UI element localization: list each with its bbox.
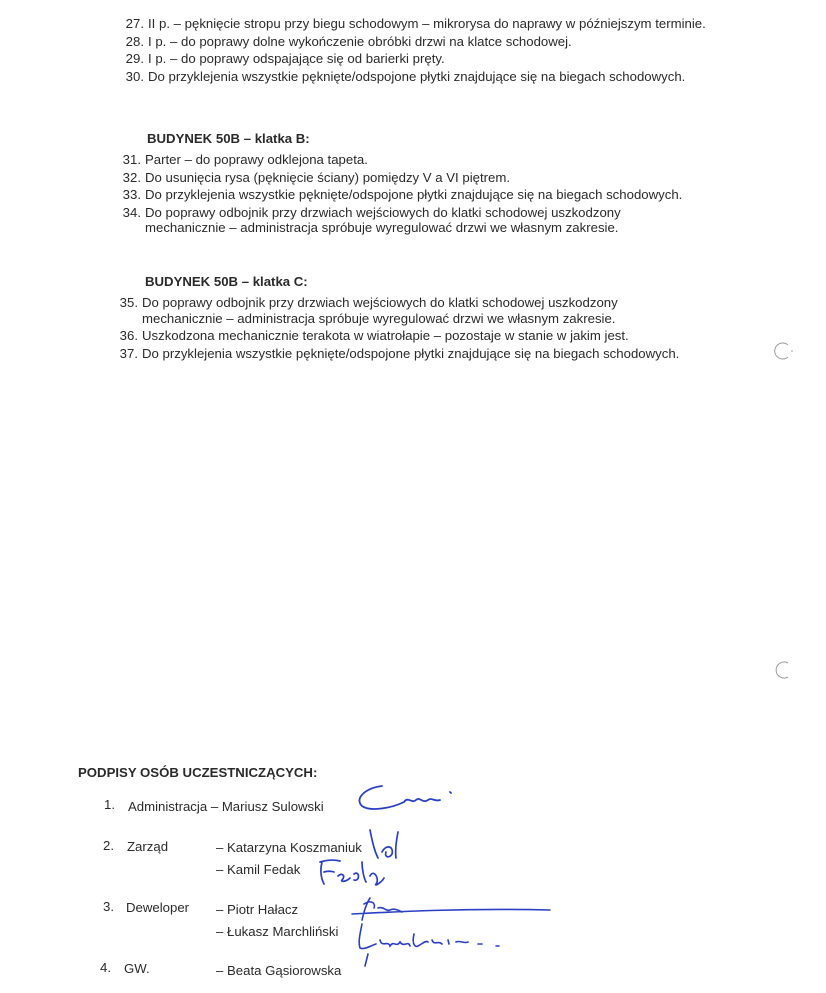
item-number: 30. <box>125 68 144 84</box>
defect-list-a <box>118 16 718 84</box>
handwritten-signature-marchlinski <box>348 918 508 968</box>
item-number: 34. <box>122 204 141 220</box>
item-text: II p. – pęknięcie stropu przy biegu schodowym – mikrorysa do naprawy w późniejszym terminie. <box>148 16 706 31</box>
list-item <box>112 295 687 326</box>
defect-list-b <box>115 152 715 236</box>
item-number: 36. <box>119 328 138 343</box>
item-text: Do przyklejenia wszystkie pęknięte/odspojone płytki znajdujące się na biegach schodowych. <box>142 345 680 361</box>
item-number: 29. <box>125 51 144 66</box>
item-text: Do poprawy odbojnik przy drzwiach wejściowych do klatki schodowej uszkodzony mechanicznie – administracja spróbuje wyregulować drzwi we własnym zakresie. <box>142 295 618 326</box>
item-number: 27. <box>125 16 144 31</box>
item-number: 37. <box>119 345 138 361</box>
item-number: 35. <box>119 295 138 310</box>
list-item <box>115 170 715 186</box>
signature-entry-role: Deweloper <box>126 900 190 915</box>
item-text: Uszkodzona mechanicznie terakota w wiatrołapie – pozostaje w stanie w jakim jest. <box>142 328 629 343</box>
signature-entry-number: 1. <box>104 797 115 812</box>
item-number: 28. <box>125 33 144 49</box>
item-text: Do poprawy odbojnik przy drzwiach wejściowych do klatki schodowej uszkodzony mechanicznie – administracja spróbuje wyregulować drzwi we własnym zakresie. <box>145 204 621 235</box>
item-number: 33. <box>122 187 141 202</box>
list-item <box>118 51 718 67</box>
signatures-title: PODPISY OSÓB UCZESTNICZĄCYCH: <box>78 765 318 780</box>
signature-entry-number: 4. <box>100 960 111 975</box>
list-item <box>112 328 732 344</box>
list-item <box>118 69 788 85</box>
item-text: I p. – do poprawy dolne wykończenie obróbki drzwi na klatce schodowej. <box>148 33 572 49</box>
signature-person: – Piotr Hałacz <box>216 902 299 917</box>
signature-entry-number: 3. <box>103 899 114 914</box>
item-text: Do przyklejenia wszystkie pęknięte/odspojone płytki znajdujące się na biegach schodowych. <box>145 187 683 202</box>
list-item <box>115 187 785 203</box>
handwritten-signature-fedak <box>316 854 390 890</box>
signature-entry-role: Administracja – Mariusz Sulowski <box>128 799 324 814</box>
handwritten-signature-sulowski <box>352 780 462 820</box>
signature-person: – Katarzyna Koszmaniuk <box>216 840 362 855</box>
item-number: 31. <box>122 152 141 167</box>
list-item <box>115 152 715 168</box>
item-text: Parter – do poprawy odklejona tapeta. <box>145 152 368 167</box>
signature-person: – Łukasz Marchliński <box>216 924 339 939</box>
section-heading-klatka-b: BUDYNEK 50B – klatka B: <box>147 131 310 146</box>
signature-entry-role: GW. <box>124 961 150 976</box>
signature-person: – Kamil Fedak <box>216 862 301 877</box>
item-number: 32. <box>122 169 141 185</box>
list-item <box>118 34 718 50</box>
signature-entry-role: Zarząd <box>127 839 169 854</box>
item-text: I p. – do poprawy odspajające się od barierki pręty. <box>148 51 445 66</box>
item-text: Do usunięcia rysa (pęknięcie ściany) pomiędzy V a VI piętrem. <box>145 169 511 185</box>
defect-list-c <box>112 295 732 361</box>
signature-person: – Beata Gąsiorowska <box>216 963 342 978</box>
punch-hole-mark <box>772 340 794 362</box>
item-text: Do przyklejenia wszystkie pęknięte/odspojone płytki znajdujące się na biegach schodowych. <box>148 68 686 84</box>
signature-entry-number: 2. <box>103 838 114 853</box>
punch-hole-mark <box>772 659 794 681</box>
list-item <box>112 346 782 362</box>
list-item <box>115 205 690 236</box>
list-item <box>118 16 718 32</box>
section-heading-klatka-c: BUDYNEK 50B – klatka C: <box>145 274 308 289</box>
